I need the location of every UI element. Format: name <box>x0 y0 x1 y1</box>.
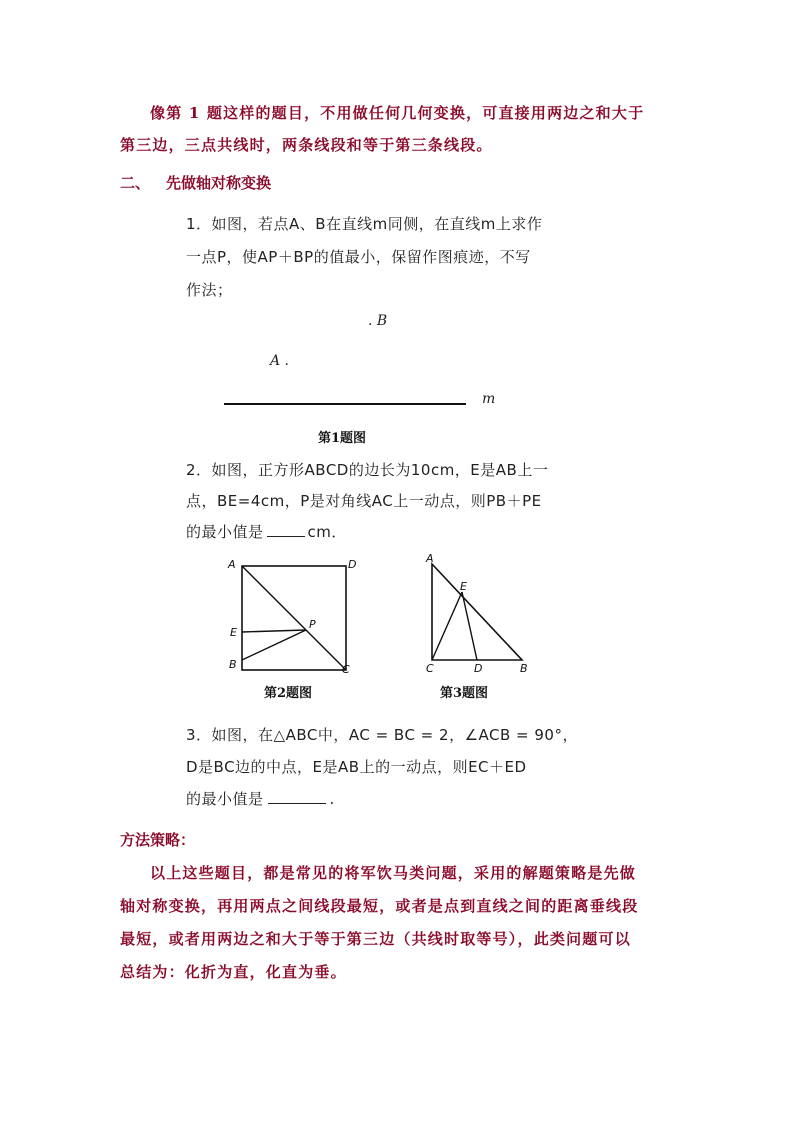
problem-1-figure <box>220 305 520 415</box>
point-e-label: E <box>460 580 467 593</box>
point-e-label: E <box>230 626 237 639</box>
method-line-3: 最短，或者用两边之和大于等于第三边（共线时取等号），此类问题可以 <box>120 930 631 948</box>
problem-1-line-2: 一点P，使AP＋BP的值最小，保留作图痕迹，不写 <box>186 248 531 266</box>
segment-ec <box>432 592 462 660</box>
problem-2-line-1: 2．如图，正方形ABCD的边长为10cm，E是AB上一 <box>186 461 549 479</box>
vertex-c-label: C <box>426 662 434 675</box>
point-p-label: P <box>309 618 316 631</box>
vertex-a-label: A <box>228 558 236 571</box>
intro-line-2: 第三边，三点共线时，两条线段和等于第三条线段。 <box>120 136 493 154</box>
segment-pe <box>242 630 306 632</box>
section-title: 先做轴对称变换 <box>166 174 272 192</box>
section-heading <box>120 172 271 193</box>
segment-pb <box>242 630 306 660</box>
diagonal-ac <box>242 566 346 670</box>
figure-3-caption: 第3题图 <box>440 686 489 701</box>
problem-3-line-1: 3．如图，在△ABC中，AC = BC = 2，∠ACB = 90°， <box>186 726 578 744</box>
point-d-label: D <box>474 662 483 675</box>
vertex-a-label: A <box>426 552 434 565</box>
problem-1-line-3: 作法； <box>186 281 233 299</box>
answer-blank <box>267 524 305 537</box>
section-number: 二、 <box>120 174 151 192</box>
problem-3-period: . <box>329 790 335 808</box>
problem-1-line-1: 1．如图，若点A、B在直线m同侧，在直线m上求作 <box>186 215 543 233</box>
segment-ed <box>462 592 477 660</box>
method-line-4: 总结为：化折为直，化直为垂。 <box>120 963 347 981</box>
line-m-label: m <box>482 391 496 407</box>
vertex-c-label: C <box>342 663 350 676</box>
intro-line-1: 像第 1 题这样的题目，不用做任何几何变换，可直接用两边之和大于 <box>150 104 645 122</box>
problem-2-unit: cm． <box>307 523 347 541</box>
problem-3-figure <box>418 552 538 677</box>
method-line-2: 轴对称变换，再用两点之间线段最短，或者是点到直线之间的距离垂线段 <box>120 897 639 915</box>
figure-1-caption: 第1题图 <box>318 431 367 446</box>
vertex-b-label: B <box>229 658 237 671</box>
vertex-b-label: B <box>520 662 528 675</box>
point-b-label: . B <box>368 313 388 329</box>
problem-3-line-3 <box>186 788 335 809</box>
vertex-d-label: D <box>348 558 357 571</box>
triangle-abc <box>432 564 522 660</box>
method-title: 方法策略： <box>120 831 196 849</box>
problem-3-question: 的最小值是 <box>186 790 264 808</box>
method-line-1: 以上这些题目，都是常见的将军饮马类问题，采用的解题策略是先做 <box>150 864 637 882</box>
problem-2-figure <box>226 556 366 676</box>
problem-3-line-2: D是BC边的中点，E是AB上的一动点，则EC＋ED <box>186 758 527 776</box>
problem-2-line-3 <box>186 521 347 542</box>
problem-2-line-2: 点，BE=4cm，P是对角线AC上一动点，则PB＋PE <box>186 492 542 510</box>
problem-2-question: 的最小值是 <box>186 523 264 541</box>
point-a-label: A . <box>270 353 290 369</box>
answer-blank <box>268 791 326 804</box>
figure-2-caption: 第2题图 <box>264 686 313 701</box>
